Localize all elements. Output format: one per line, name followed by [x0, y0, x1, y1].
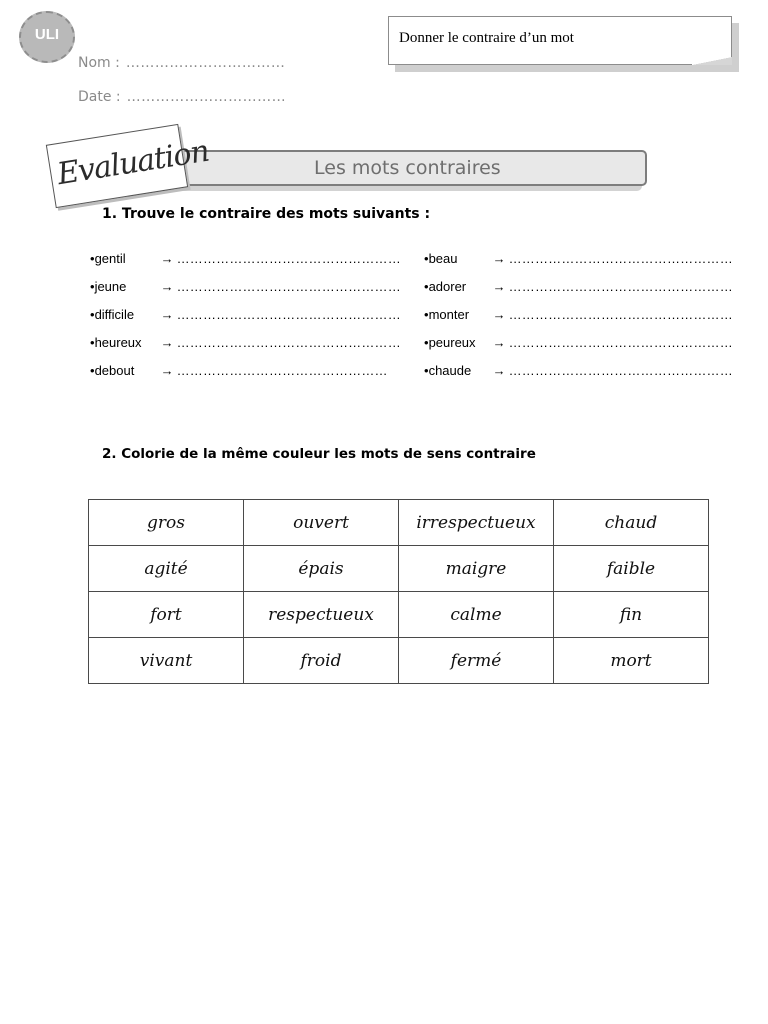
bullet-icon: •	[90, 335, 95, 350]
word-label: adorer	[428, 279, 467, 294]
bullet-icon: •	[424, 307, 429, 322]
arrow-icon: →	[492, 251, 506, 266]
bullet-icon: •	[424, 279, 429, 294]
page-fold	[692, 57, 732, 65]
grid-word-cell[interactable]: maigre	[399, 546, 554, 592]
page-title: Les mots contraires	[314, 157, 501, 179]
task-box	[388, 16, 732, 65]
answer-line[interactable]: ……………………………………………	[508, 279, 733, 294]
task-text: Donner le contraire d’un mot	[399, 30, 574, 46]
word-label: beau	[428, 251, 458, 266]
grid-word-cell[interactable]: mort	[554, 638, 709, 684]
word-row	[424, 335, 733, 350]
word-label: gentil	[94, 251, 126, 266]
arrow-icon: →	[160, 335, 174, 350]
grid-word-cell[interactable]: épais	[244, 546, 399, 592]
word-row	[424, 279, 733, 294]
title-banner	[180, 150, 647, 186]
arrow-icon: →	[492, 307, 506, 322]
arrow-icon: →	[160, 307, 174, 322]
nom-field	[78, 55, 285, 71]
arrow-icon: →	[492, 363, 506, 378]
answer-line[interactable]: ……………………………………………	[508, 307, 733, 322]
question-2: 2. Colorie de la même couleur les mots de sens contraire	[102, 446, 536, 462]
bullet-icon: •	[90, 251, 95, 266]
grid-word-cell[interactable]: chaud	[554, 500, 709, 546]
arrow-icon: →	[160, 279, 174, 294]
word-grid	[88, 499, 709, 684]
grid-word-cell[interactable]: calme	[399, 592, 554, 638]
word-label: monter	[428, 307, 470, 322]
grid-row	[89, 592, 709, 638]
answer-line[interactable]: ……………………………………………	[508, 335, 733, 350]
word-label: debout	[94, 363, 135, 378]
grid-word-cell[interactable]: gros	[89, 500, 244, 546]
grid-word-cell[interactable]: froid	[244, 638, 399, 684]
answer-line[interactable]: …………………………………………	[176, 363, 388, 378]
answer-line[interactable]: ……………………………………………	[176, 335, 401, 350]
bullet-icon: •	[424, 363, 429, 378]
word-row	[90, 335, 401, 350]
grid-row	[89, 638, 709, 684]
evaluation-card	[46, 124, 212, 208]
nom-label: Nom :	[78, 55, 120, 71]
grid-word-cell[interactable]: respectueux	[244, 592, 399, 638]
grid-row	[89, 546, 709, 592]
nom-dots: ……………………………	[125, 55, 286, 71]
word-row	[424, 251, 733, 266]
word-label: difficile	[94, 307, 135, 322]
word-label: peureux	[428, 335, 476, 350]
badge-text: ULI	[34, 25, 60, 43]
grid-word-cell[interactable]: fort	[89, 592, 244, 638]
grid-row	[89, 500, 709, 546]
answer-line[interactable]: ……………………………………………	[508, 251, 733, 266]
answer-line[interactable]: ……………………………………………	[508, 363, 733, 378]
date-field	[78, 89, 286, 105]
word-row	[424, 363, 733, 378]
grid-word-cell[interactable]: agité	[89, 546, 244, 592]
bullet-icon: •	[424, 335, 429, 350]
grid-word-cell[interactable]: fermé	[399, 638, 554, 684]
arrow-icon: →	[160, 251, 174, 266]
grid-word-cell[interactable]: irrespectueux	[399, 500, 554, 546]
evaluation-label: Evaluation	[54, 133, 212, 193]
arrow-icon: →	[160, 363, 174, 378]
uli-badge	[19, 11, 75, 63]
answer-line[interactable]: ……………………………………………	[176, 279, 401, 294]
word-row	[424, 307, 733, 322]
bullet-icon: •	[90, 279, 95, 294]
grid-word-cell[interactable]: vivant	[89, 638, 244, 684]
answer-line[interactable]: ……………………………………………	[176, 307, 401, 322]
grid-word-cell[interactable]: faible	[554, 546, 709, 592]
grid-word-cell[interactable]: ouvert	[244, 500, 399, 546]
bullet-icon: •	[424, 251, 429, 266]
word-label: chaude	[428, 363, 472, 378]
date-label: Date :	[78, 89, 121, 105]
grid-word-cell[interactable]: fin	[554, 592, 709, 638]
bullet-icon: •	[90, 363, 95, 378]
bullet-icon: •	[90, 307, 95, 322]
answer-line[interactable]: ……………………………………………	[176, 251, 401, 266]
word-row	[90, 279, 401, 294]
question-1: 1. Trouve le contraire des mots suivants :	[102, 206, 431, 222]
arrow-icon: →	[492, 335, 506, 350]
arrow-icon: →	[492, 279, 506, 294]
word-row	[90, 363, 388, 378]
word-row	[90, 307, 401, 322]
word-label: jeune	[94, 279, 127, 294]
word-row	[90, 251, 401, 266]
word-label: heureux	[94, 335, 142, 350]
date-dots: ……………………………	[126, 89, 287, 105]
